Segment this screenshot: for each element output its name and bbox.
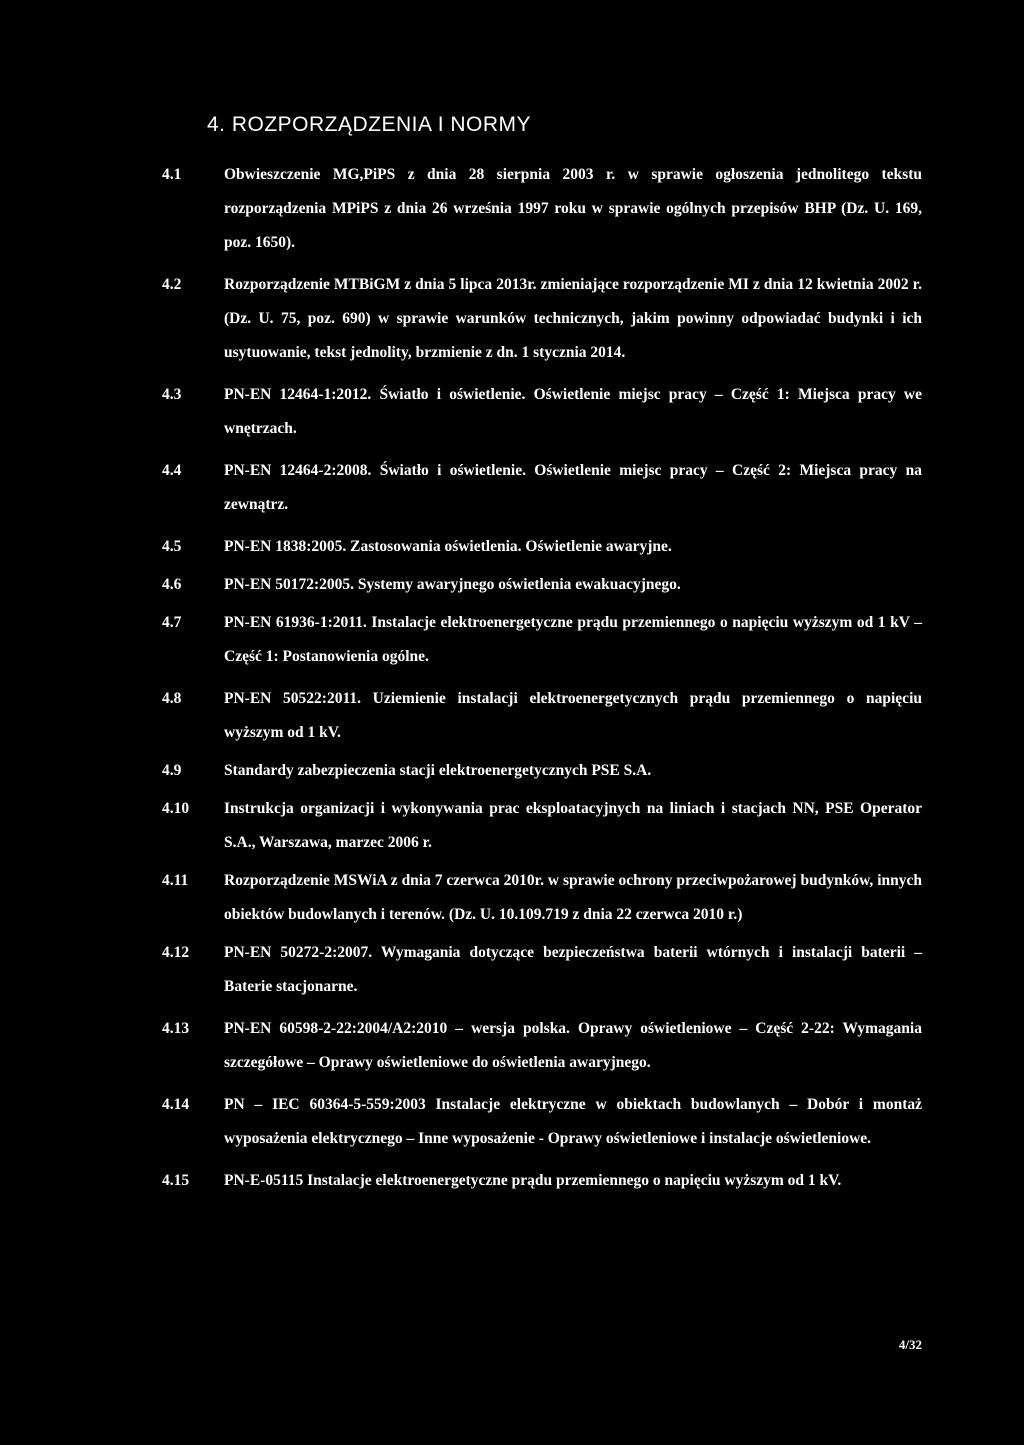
item-number: 4.7 xyxy=(162,614,182,631)
item-number: 4.13 xyxy=(162,1020,190,1037)
item-text: PN-EN 61936-1:2011. Instalacje elektroenergetyczne prądu przemiennego o napięciu wyższym od 1 kV – Część 1: Postanowienia ogólne. xyxy=(224,614,922,665)
list-item xyxy=(162,1012,922,1080)
section-heading: 4. ROZPORZĄDZENIA I NORMY xyxy=(207,113,532,136)
list-item xyxy=(162,792,922,860)
list-item xyxy=(162,158,922,260)
item-text: Obwieszczenie MG,PiPS z dnia 28 sierpnia 2003 r. w sprawie ogłoszenia jednolitego tekstu rozporządzenia MPiPS z dnia 26 września 1997 roku w sprawie ogólnych przepisów BHP (Dz. U. 169, poz. 1650). xyxy=(224,166,922,251)
item-text: PN – IEC 60364-5-559:2003 Instalacje elektryczne w obiektach budowlanych – Dobór i montaż wyposażenia elektrycznego – Inne wyposażenie - Oprawy oświetleniowe i instalacje oświetleniowe. xyxy=(224,1096,922,1147)
list-item xyxy=(162,530,922,564)
item-number: 4.1 xyxy=(162,166,182,183)
item-number: 4.8 xyxy=(162,690,182,707)
item-number: 4.11 xyxy=(162,872,189,889)
page-number: 4/32 xyxy=(898,1337,922,1352)
item-text: Standardy zabezpieczenia stacji elektroenergetycznych PSE S.A. xyxy=(224,762,652,779)
list-item xyxy=(162,568,922,602)
item-number: 4.14 xyxy=(162,1096,190,1113)
item-text: PN-EN 50172:2005. Systemy awaryjnego oświetlenia ewakuacyjnego. xyxy=(224,576,681,593)
item-number: 4.2 xyxy=(162,276,182,293)
item-number: 4.3 xyxy=(162,386,182,403)
list-item xyxy=(162,1088,922,1156)
list-item xyxy=(162,936,922,1004)
list-item xyxy=(162,378,922,446)
list-item xyxy=(162,682,922,750)
item-text: Rozporządzenie MSWiA z dnia 7 czerwca 2010r. w sprawie ochrony przeciwpożarowej budynków, innych obiektów budowlanych i terenów. (Dz. U. 10.109.719 z dnia 22 czerwca 2010 r.) xyxy=(224,872,922,923)
item-text: PN-EN 12464-2:2008. Światło i oświetlenie. Oświetlenie miejsc pracy – Część 2: Miejsca pracy na zewnątrz. xyxy=(224,462,922,513)
item-number: 4.9 xyxy=(162,762,182,779)
item-number: 4.10 xyxy=(162,800,190,817)
list-item xyxy=(162,864,922,932)
item-text: Rozporządzenie MTBiGM z dnia 5 lipca 2013r. zmieniające rozporządzenie MI z dnia 12 kwietnia 2002 r. (Dz. U. 75, poz. 690) w sprawie warunków technicznych, jakim powinny odpowiadać budynki i ich usytuowanie, tekst jednolity, brzmienie z dn. 1 stycznia 2014. xyxy=(224,276,922,361)
regulations-list xyxy=(162,158,922,1198)
list-item xyxy=(162,454,922,522)
list-item xyxy=(162,754,922,788)
item-text: PN-EN 1838:2005. Zastosowania oświetlenia. Oświetlenie awaryjne. xyxy=(224,538,672,555)
item-number: 4.12 xyxy=(162,944,190,961)
list-item xyxy=(162,268,922,370)
item-number: 4.6 xyxy=(162,576,182,593)
list-item xyxy=(162,1164,922,1198)
item-text: PN-EN 60598-2-22:2004/A2:2010 – wersja polska. Oprawy oświetleniowe – Część 2-22: Wymagania szczegółowe – Oprawy oświetleniowe do oświetlenia awaryjnego. xyxy=(224,1020,922,1071)
list-item xyxy=(162,606,922,674)
item-number: 4.5 xyxy=(162,538,182,555)
item-text: PN-EN 50522:2011. Uziemienie instalacji elektroenergetycznych prądu przemiennego o napięciu wyższym od 1 kV. xyxy=(224,690,922,741)
item-number: 4.15 xyxy=(162,1172,190,1189)
item-text: PN-E-05115 Instalacje elektroenergetyczne prądu przemiennego o napięciu wyższym od 1 kV. xyxy=(224,1172,842,1189)
item-text: PN-EN 50272-2:2007. Wymagania dotyczące bezpieczeństwa baterii wtórnych i instalacji baterii – Baterie stacjonarne. xyxy=(224,944,922,995)
item-text: Instrukcja organizacji i wykonywania prac eksploatacyjnych na liniach i stacjach NN, PSE Operator S.A., Warszawa, marzec 2006 r. xyxy=(224,800,922,851)
item-number: 4.4 xyxy=(162,462,182,479)
item-text: PN-EN 12464-1:2012. Światło i oświetlenie. Oświetlenie miejsc pracy – Część 1: Miejsca pracy we wnętrzach. xyxy=(224,386,922,437)
